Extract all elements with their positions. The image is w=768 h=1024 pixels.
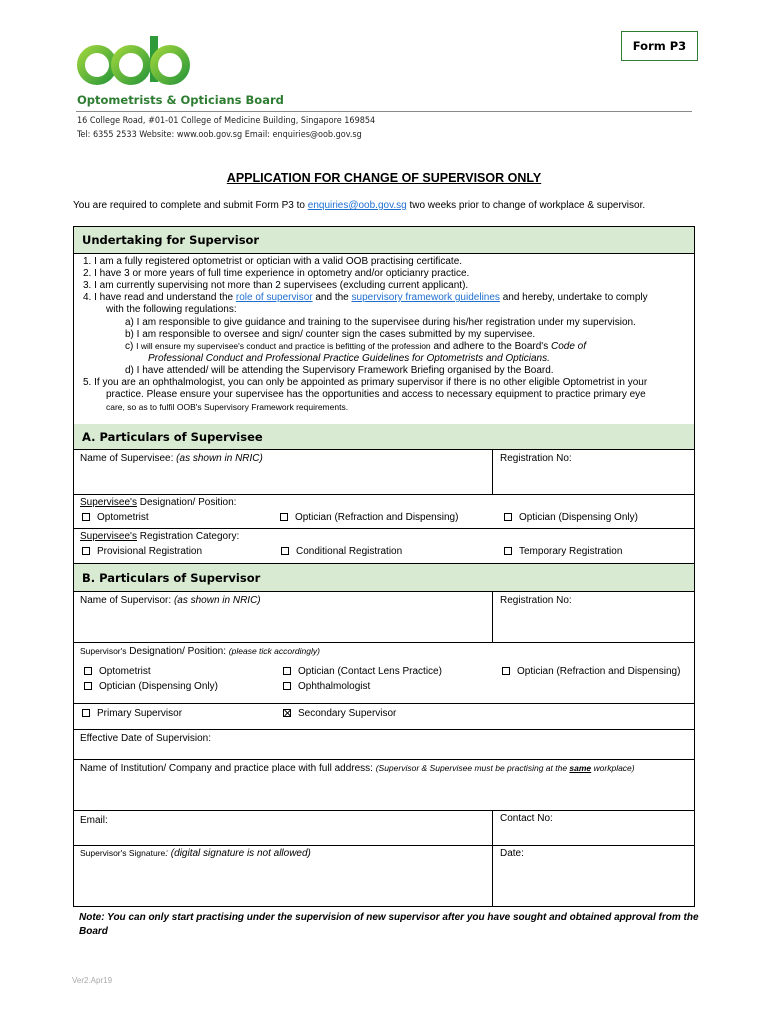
regulation-c-cont: Professional Conduct and Professional Practice Guidelines for Optometrists and Opticians. bbox=[148, 353, 550, 364]
checkbox[interactable] bbox=[283, 682, 291, 690]
approval-note: Note: You can only start practising under the supervision of new supervisor after you have sought and obtained approval from the Board bbox=[79, 912, 699, 937]
checkbox[interactable] bbox=[504, 547, 512, 555]
checkbox[interactable] bbox=[84, 682, 92, 690]
institution-field[interactable] bbox=[80, 763, 635, 774]
item4-text: and the bbox=[312, 292, 352, 303]
supervisor-name-hint: (as shown in NRIC) bbox=[173, 595, 261, 606]
divider bbox=[492, 449, 493, 494]
regulation-d: d) I have attended/ will be attending the Supervisory Framework Briefing organised by the Board. bbox=[125, 365, 554, 376]
board-contact-line: Tel: 6355 2533 Website: www.oob.gov.sg Email: enquiries@oob.gov.sg bbox=[77, 130, 362, 140]
designation-label: Designation/ Position: bbox=[136, 497, 237, 508]
supervisor-designation-ophthalmologist[interactable] bbox=[283, 681, 370, 692]
category-temporary[interactable] bbox=[504, 546, 622, 557]
supervisee-registration-field[interactable]: Registration No: bbox=[500, 453, 572, 464]
divider bbox=[74, 591, 694, 592]
supervisor-designation-optician-cl[interactable] bbox=[283, 666, 442, 677]
checkbox[interactable] bbox=[280, 513, 288, 521]
regulation-c bbox=[125, 341, 586, 352]
contact-number-field[interactable]: Contact No: bbox=[500, 813, 553, 824]
institution-hint-same: same bbox=[569, 763, 592, 773]
divider bbox=[74, 729, 694, 730]
option-label: Optometrist bbox=[99, 666, 151, 677]
option-label: Optician (Dispensing Only) bbox=[519, 512, 638, 523]
signature-label: Supervisor's Signature bbox=[80, 848, 166, 858]
checkbox[interactable] bbox=[281, 547, 289, 555]
section-a-heading: A. Particulars of Supervisee bbox=[74, 424, 694, 449]
supervisor-registration-field[interactable]: Registration No: bbox=[500, 595, 572, 606]
framework-guidelines-link[interactable]: supervisory framework guidelines bbox=[351, 292, 500, 303]
designation-prefix: Supervisee's bbox=[80, 497, 137, 508]
undertaking-item-5: 5. If you are an ophthalmologist, you can only be appointed as primary supervisor if there is no other eligible Optometrist in your bbox=[83, 377, 648, 388]
supervisor-name-label: Name of Supervisor: bbox=[80, 595, 174, 606]
divider bbox=[74, 528, 694, 529]
regulation-a: a) I am responsible to give guidance and training to the supervisee during his/her registration under my supervision. bbox=[125, 317, 636, 328]
undertaking-item-4 bbox=[83, 292, 648, 303]
supervisee-designation-optician-rd[interactable] bbox=[280, 512, 458, 523]
option-label: Optician (Refraction and Dispensing) bbox=[295, 512, 459, 523]
reg-c-text: I will ensure my supervisee's conduct and practice is befitting of the profession bbox=[136, 341, 431, 351]
supervisee-designation-optician-do[interactable] bbox=[504, 512, 638, 523]
email-field[interactable]: Email: bbox=[80, 815, 108, 826]
header-divider bbox=[76, 111, 692, 112]
page-title: APPLICATION FOR CHANGE OF SUPERVISOR ONLY bbox=[226, 171, 542, 185]
section-b-heading: B. Particulars of Supervisor bbox=[74, 564, 694, 591]
intro-text bbox=[73, 200, 645, 211]
divider bbox=[74, 759, 694, 760]
divider bbox=[74, 642, 694, 643]
secondary-supervisor-option[interactable] bbox=[283, 708, 396, 719]
supervisee-name-hint: (as shown in NRIC) bbox=[176, 453, 263, 464]
institution-hint: (Supervisor & Supervisee must be practising at the bbox=[375, 763, 570, 773]
undertaking-item-2: 2. I have 3 or more years of full time experience in optometry and/or opticianry practice. bbox=[83, 268, 470, 279]
option-label: Ophthalmologist bbox=[298, 681, 371, 692]
option-label: Primary Supervisor bbox=[97, 708, 183, 719]
undertaking-item-5-cont: care, so as to fulfil OOB's Supervisory Framework requirements. bbox=[106, 402, 349, 412]
institution-hint: workplace) bbox=[591, 763, 635, 773]
checkbox[interactable] bbox=[82, 709, 90, 717]
category-conditional[interactable] bbox=[281, 546, 402, 557]
item4-text: 4. I have read and understand the bbox=[83, 292, 236, 303]
form-code-badge: Form P3 bbox=[621, 31, 698, 61]
supervisee-name-label: Name of Supervisee: bbox=[80, 453, 177, 464]
regulation-b: b) I am responsible to oversee and sign/ counter sign the cases submitted by my supervisee. bbox=[125, 329, 536, 340]
category-provisional[interactable] bbox=[82, 546, 202, 557]
supervisor-designation-optician-rd[interactable] bbox=[502, 666, 680, 677]
undertaking-item-5-cont: practice. Please ensure your supervisee has the opportunities and access to necessary equipment to practice primary eye bbox=[106, 389, 646, 400]
email-link[interactable]: enquiries@oob.gov.sg bbox=[307, 200, 407, 211]
supervisee-designation-label bbox=[80, 497, 236, 508]
board-name: Optometrists & Opticians Board bbox=[77, 93, 284, 107]
supervisee-name-field[interactable] bbox=[80, 453, 263, 464]
option-label: Optician (Dispensing Only) bbox=[99, 681, 218, 692]
supervisor-designation-optometrist[interactable] bbox=[84, 666, 151, 677]
checkbox[interactable] bbox=[82, 547, 90, 555]
checked-checkbox[interactable] bbox=[283, 709, 291, 717]
option-label: Secondary Supervisor bbox=[298, 708, 397, 719]
intro-before: You are required to complete and submit Form P3 to bbox=[73, 200, 308, 211]
supervisor-designation-optician-do[interactable] bbox=[84, 681, 218, 692]
supervisee-category-label bbox=[80, 531, 239, 542]
undertaking-item-3: 3. I am currently supervising not more than 2 supervisees (excluding current applicant). bbox=[83, 280, 469, 291]
option-label: Temporary Registration bbox=[519, 546, 623, 557]
version-label: Ver2.Apr19 bbox=[72, 976, 113, 985]
undertaking-item-4-cont: with the following regulations: bbox=[106, 304, 237, 315]
signature-hint: : (digital signature is not allowed) bbox=[165, 848, 311, 859]
category-label: Registration Category: bbox=[136, 531, 240, 542]
checkbox[interactable] bbox=[82, 513, 90, 521]
option-label: Optometrist bbox=[97, 512, 149, 523]
category-prefix: Supervisee's bbox=[80, 531, 137, 542]
role-of-supervisor-link[interactable]: role of supervisor bbox=[235, 292, 313, 303]
divider bbox=[74, 810, 694, 811]
institution-label: Name of Institution/ Company and practice place with full address: bbox=[80, 763, 376, 774]
designation-prefix: Supervisor's bbox=[80, 646, 127, 656]
checkbox[interactable] bbox=[504, 513, 512, 521]
option-label: Conditional Registration bbox=[296, 546, 403, 557]
checkbox[interactable] bbox=[283, 667, 291, 675]
divider bbox=[492, 591, 493, 642]
supervisor-designation-label bbox=[80, 646, 320, 657]
divider bbox=[74, 253, 694, 254]
divider bbox=[74, 703, 694, 704]
signature-field[interactable] bbox=[80, 848, 311, 859]
checkbox[interactable] bbox=[84, 667, 92, 675]
designation-hint: (please tick accordingly) bbox=[228, 646, 320, 656]
checkbox[interactable] bbox=[502, 667, 510, 675]
divider bbox=[74, 845, 694, 846]
option-label: Provisional Registration bbox=[97, 546, 203, 557]
reg-c-text: Code of bbox=[551, 341, 587, 352]
designation-label: Designation/ Position: bbox=[126, 646, 229, 657]
board-address: 16 College Road, #01-01 College of Medicine Building, Singapore 169854 bbox=[77, 116, 376, 126]
effective-date-field[interactable]: Effective Date of Supervision: bbox=[80, 733, 211, 744]
divider bbox=[74, 449, 694, 450]
reg-c-text: and adhere to the Board's bbox=[430, 341, 551, 352]
reg-c-marker: c) bbox=[125, 341, 137, 352]
intro-after: two weeks prior to change of workplace & supervisor. bbox=[406, 200, 646, 211]
divider bbox=[74, 494, 694, 495]
supervisee-designation-optometrist[interactable] bbox=[82, 512, 149, 523]
date-field[interactable]: Date: bbox=[500, 848, 524, 859]
item4-text: and hereby, undertake to comply bbox=[499, 292, 648, 303]
option-label: Optician (Refraction and Dispensing) bbox=[517, 666, 681, 677]
divider bbox=[492, 810, 493, 906]
undertaking-heading: Undertaking for Supervisor bbox=[74, 227, 694, 253]
option-label: Optician (Contact Lens Practice) bbox=[298, 666, 442, 677]
primary-supervisor-option[interactable] bbox=[82, 708, 182, 719]
undertaking-item-1: 1. I am a fully registered optometrist or optician with a valid OOB practising certificate. bbox=[83, 256, 463, 267]
oob-logo bbox=[76, 34, 192, 86]
supervisor-name-field[interactable] bbox=[80, 595, 261, 606]
